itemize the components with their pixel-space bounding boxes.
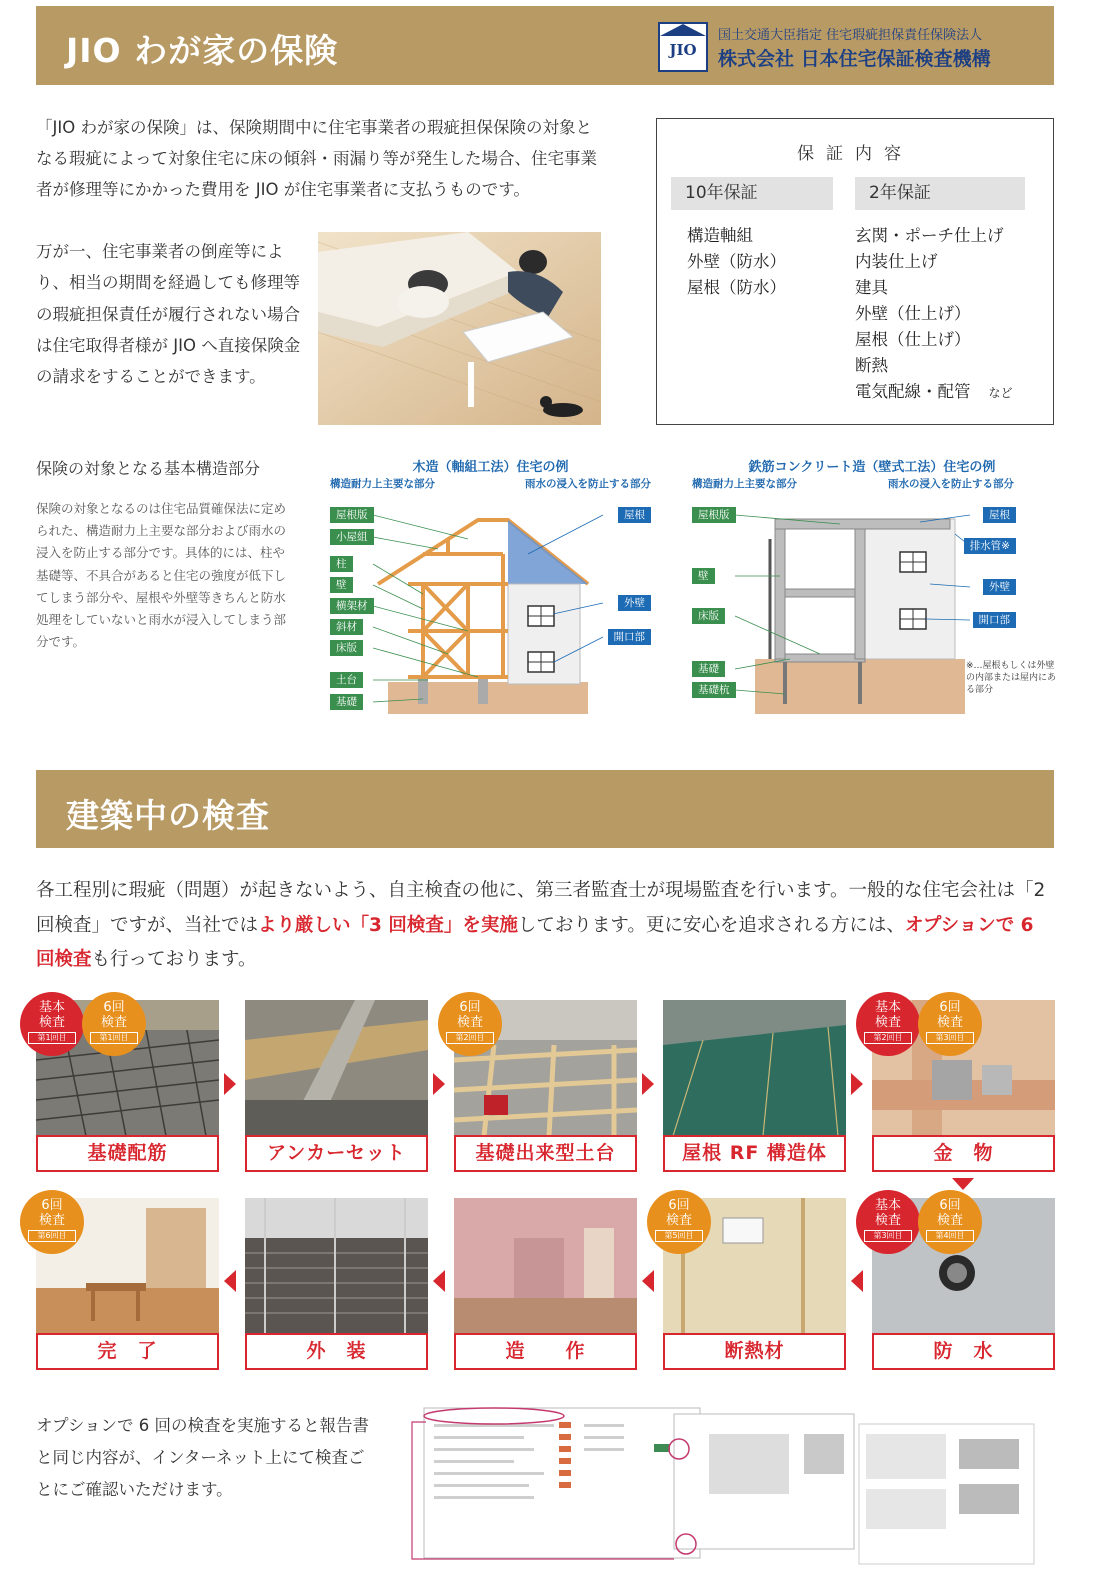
guarantee-item: 断熱: [855, 356, 888, 375]
tag-opening: 開口部: [608, 629, 652, 645]
tag-roof: 屋根: [618, 507, 651, 523]
tag-roof-truss: 小屋組: [330, 529, 374, 545]
tag-column: 柱: [330, 556, 353, 572]
struct-heading: 保険の対象となる基本構造部分: [36, 459, 261, 478]
flow-arrow-left: [642, 1270, 654, 1292]
wood-house-diagram: [328, 456, 653, 714]
section-title: JIO わが家の保険: [66, 31, 339, 70]
family-living-room-photo: [318, 232, 601, 425]
step-label: 基礎出来型土台: [454, 1135, 637, 1172]
diagram-sub-rainwater: 雨水の浸入を防止する部分: [888, 478, 1014, 490]
flow-arrow-right: [851, 1073, 863, 1095]
tag-beam: 横架材: [330, 598, 374, 614]
tag-exterior-wall: 外壁: [983, 579, 1016, 595]
tag-roof: 屋根: [983, 507, 1016, 523]
flow-arrow-right: [433, 1073, 445, 1095]
badge-6-inspection: 6回 検査 第6回目: [20, 1190, 84, 1254]
online-report-screenshot: [404, 1404, 1056, 1566]
guarantee-item: 外壁（仕上げ）: [855, 304, 971, 323]
diagram-title: 鉄筋コンクリート造（壁式工法）住宅の例: [748, 460, 996, 475]
highlight-3-inspections: より厳しい「3 回検査」を実施: [258, 914, 518, 936]
diagram-sub-structural: 構造耐力上主要な部分: [692, 478, 797, 490]
step-label: 防 水: [872, 1333, 1055, 1370]
tag-foundation-pile: 基礎杭: [692, 682, 736, 698]
step-photo: [245, 1198, 428, 1334]
tag-foundation: 基礎: [330, 694, 363, 710]
guarantee-item: 屋根（防水）: [687, 278, 786, 297]
badge-6-inspection: 6回 検査 第3回目: [918, 992, 982, 1056]
struct-description: 保険の対象となるのは住宅品質確保法に定められた、構造耐力上主要な部分および雨水の浸入を防止する部分です。具体的には、柱や基礎等、不具合があると住宅の強度が低下してしまう部分や、屋根や外壁等きちんと防水処理をしていないと雨水が浸入してしまう部分です。: [36, 501, 287, 650]
flow-arrow-left: [433, 1270, 445, 1292]
step-label: 基礎配筋: [36, 1135, 219, 1172]
tag-floor-slab: 床版: [692, 608, 725, 624]
badge-basic-inspection: 基本 検査 第1回目: [20, 992, 84, 1056]
diagram-title: 木造（軸組工法）住宅の例: [412, 460, 569, 475]
section-banner-inspection: [36, 770, 1054, 848]
guarantee-item: 電気配線・配管 など: [855, 382, 1013, 401]
tag-roof-slab: 屋根版: [330, 507, 374, 523]
step-label: 完 了: [36, 1333, 219, 1370]
tag-roof-slab: 屋根版: [692, 507, 736, 523]
org-name: 株式会社 日本住宅保証検査機構: [718, 48, 991, 70]
intro-paragraph: 「JIO わが家の保険」は、保険期間中に住宅事業者の瑕疵担保保険の対象となる瑕疵によって対象住宅に床の傾斜・雨漏り等が発生した場合、住宅事業者が修理等にかかった費用を JIO が住宅事業者に支払うものです。: [36, 118, 597, 199]
section-banner-insurance: [36, 6, 1054, 85]
guarantee-item: 内装仕上げ: [855, 252, 938, 271]
step-label: 金 物: [872, 1135, 1055, 1172]
flow-arrow-right: [224, 1073, 236, 1095]
diagram-sub-structural: 構造耐力上主要な部分: [330, 478, 435, 490]
org-designation: 国土交通大臣指定 住宅瑕疵担保責任保険法人: [718, 28, 983, 43]
step-label: 外 装: [245, 1333, 428, 1370]
guarantee-item: 建具: [855, 278, 888, 297]
highlight-6-inspections: オプションで 6 回検査: [36, 914, 1034, 970]
guarantee-table: [656, 118, 1054, 425]
badge-basic-inspection: 基本 検査 第2回目: [856, 992, 920, 1056]
badge-6-inspection: 6回 検査 第5回目: [647, 1190, 711, 1254]
step-label: 造 作: [454, 1333, 637, 1370]
step-label: アンカーセット: [245, 1135, 428, 1172]
jio-logo: JIO: [658, 22, 708, 72]
flow-arrow-left: [224, 1270, 236, 1292]
diagram-sub-rainwater: 雨水の浸入を防止する部分: [525, 478, 651, 490]
intro-paragraph-2: 万が一、住宅事業者の倒産等により、相当の期間を経過しても修理等の瑕疵担保責任が履行されない場合は住宅取得者様が JIO へ直接保険金の請求をすることができます。: [36, 242, 301, 387]
guarantee-10year-list: [687, 223, 786, 301]
flow-arrow-left: [851, 1270, 863, 1292]
guarantee-2year-header: 2年保証: [855, 177, 1025, 210]
guarantee-10year-header: 10年保証: [671, 177, 833, 210]
badge-6-inspection: 6回 検査 第1回目: [82, 992, 146, 1056]
guarantee-item: 屋根（仕上げ）: [855, 330, 971, 349]
badge-6-inspection: 6回 検査 第2回目: [438, 992, 502, 1056]
badge-basic-inspection: 基本 検査 第3回目: [856, 1190, 920, 1254]
step-photo: [454, 1198, 637, 1334]
step-label: 屋根 RF 構造体: [663, 1135, 846, 1172]
inspection-description: 各工程別に瑕疵（問題）が起きないよう、自主検査の他に、第三者監査士が現場監査を行います。一般的な住宅会社は「2 回検査」ですが、当社ではより厳しい「3 回検査」を実施しております。更に安心を追求される方には、オプションで 6 回検査も行っております。: [36, 880, 1046, 970]
online-report-note: オプションで 6 回の検査を実施すると報告書と同じ内容が、インターネット上にて検査ごとにご確認いただけます。: [36, 1416, 370, 1499]
tag-drain-pipe: 排水管※: [964, 538, 1016, 554]
tag-foundation: 基礎: [692, 661, 725, 677]
step-photo: [663, 1000, 846, 1136]
section-title: 建築中の検査: [66, 796, 270, 835]
tag-exterior-wall: 外壁: [618, 595, 651, 611]
guarantee-item: 外壁（防水）: [687, 252, 786, 271]
tag-wall: 壁: [330, 577, 353, 593]
guarantee-item: 構造軸組: [687, 226, 753, 245]
tag-sill: 土台: [330, 672, 363, 688]
tag-brace: 斜材: [330, 619, 363, 635]
flow-arrow-right: [642, 1073, 654, 1095]
guarantee-suffix: など: [988, 386, 1013, 400]
guarantee-2year-list: [855, 223, 1013, 406]
diagram-footnote: ※…屋根もしくは外壁の内部または屋内にある部分: [966, 661, 1057, 695]
jio-org-block: [658, 20, 1038, 76]
step-label: 断熱材: [663, 1333, 846, 1370]
tag-wall: 壁: [692, 568, 715, 584]
tag-floor-slab: 床版: [330, 640, 363, 656]
guarantee-item: 玄関・ポーチ仕上げ: [855, 226, 1004, 245]
step-photo: [245, 1000, 428, 1136]
badge-6-inspection: 6回 検査 第4回目: [918, 1190, 982, 1254]
rc-house-diagram: [690, 456, 1057, 714]
flow-arrow-down: [952, 1178, 974, 1190]
guarantee-title: 保証内容: [797, 144, 913, 164]
tag-opening: 開口部: [973, 612, 1017, 628]
